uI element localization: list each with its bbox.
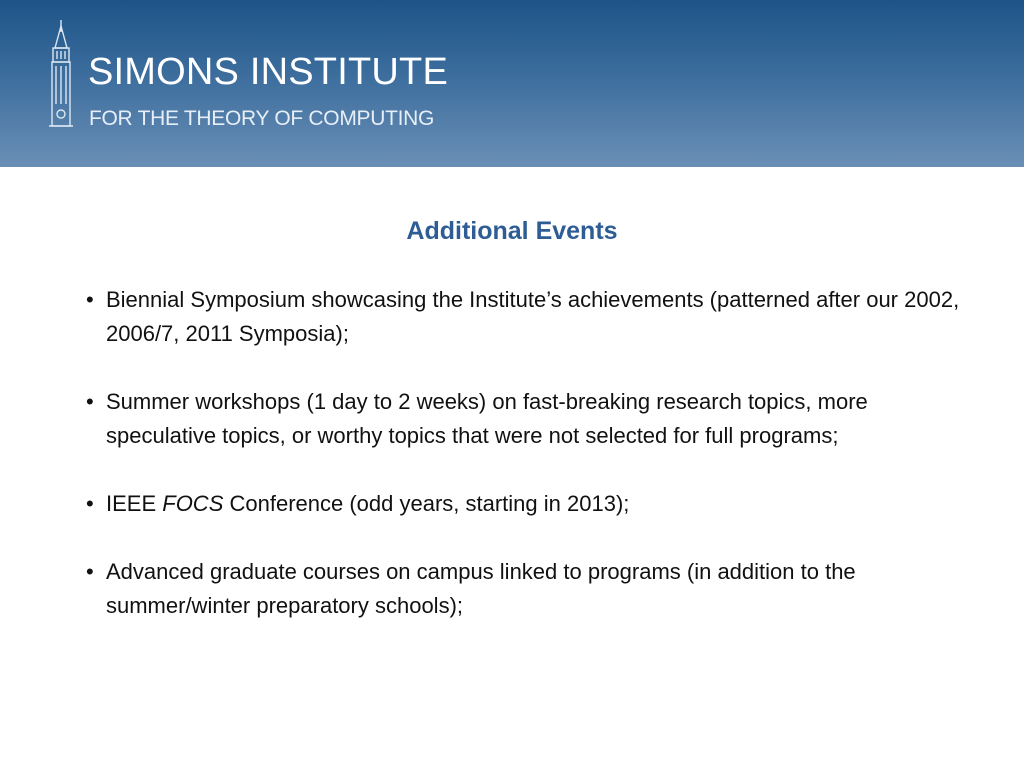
bullet-text-before: IEEE	[106, 491, 163, 516]
header-banner	[0, 0, 1024, 167]
focs-emphasis: FOCS	[162, 491, 224, 516]
bullet-symbol: •	[86, 287, 94, 312]
bullet-symbol: •	[86, 559, 94, 584]
campanile-tower-icon	[44, 18, 78, 130]
bullet-item-focs	[86, 487, 966, 521]
bullet-text: Summer workshops (1 day to 2 weeks) on fast-breaking research topics, more speculative topics, or worthy topics that were not selected for full programs;	[106, 389, 868, 448]
bullet-item-symposium	[86, 283, 966, 351]
bullet-list	[86, 283, 966, 623]
bullet-symbol: •	[86, 491, 94, 516]
bullet-text	[98, 487, 966, 521]
org-name: SIMONS INSTITUTE	[88, 51, 448, 93]
bullet-item-graduate-courses	[86, 555, 966, 623]
slide-title: Additional Events	[406, 217, 618, 245]
org-subtitle: FOR THE THEORY OF COMPUTING	[89, 107, 435, 130]
bullet-text-after: Conference (odd years, starting in 2013);	[223, 491, 630, 516]
bullet-symbol: •	[86, 389, 94, 414]
bullet-text: Advanced graduate courses on campus linked to programs (in addition to the summer/winter preparatory schools);	[106, 559, 856, 618]
bullet-item-summer-workshops	[86, 385, 966, 453]
bullet-text: Biennial Symposium showcasing the Institute’s achievements (patterned after our 2002, 2006/7, 2011 Symposia);	[106, 287, 960, 346]
